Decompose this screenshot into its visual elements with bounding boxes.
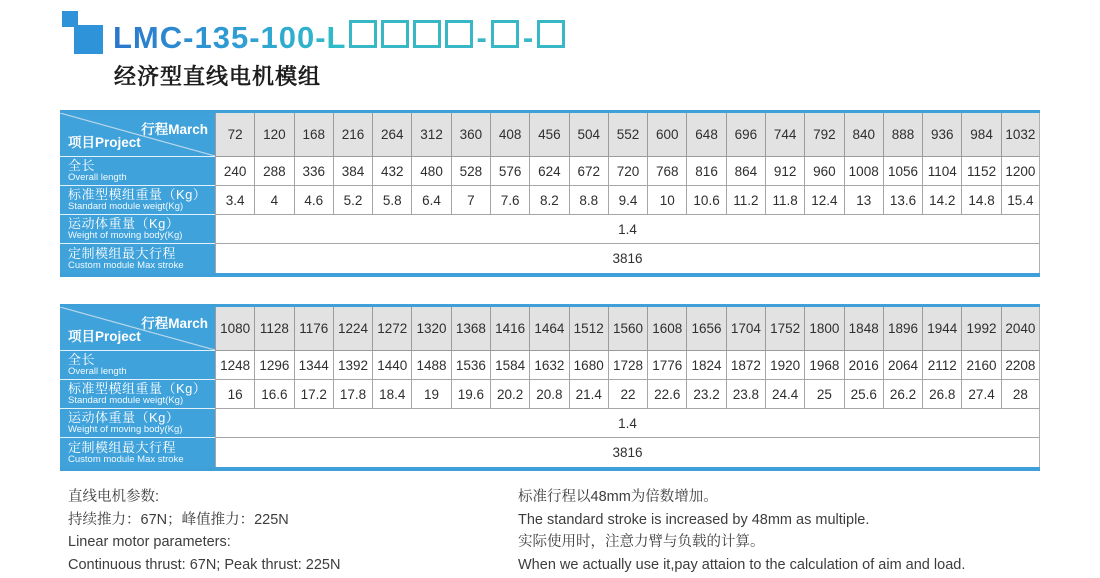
stroke-header-cell: 648 (686, 113, 725, 157)
stroke-header-cell: 744 (765, 113, 804, 157)
row-label-zh: 运动体重量（Kg） (68, 410, 180, 425)
stroke-header-cell: 1032 (1001, 113, 1040, 157)
row-label-zh: 标准型模组重量（Kg） (68, 381, 207, 396)
stroke-header-cell: 216 (333, 113, 372, 157)
overall-length-cell: 240 (215, 157, 254, 186)
stroke-header-cell: 936 (922, 113, 961, 157)
stroke-header-cell: 1656 (686, 307, 725, 351)
overall-length-cell: 1968 (804, 351, 843, 380)
stroke-header-cell: 120 (254, 113, 293, 157)
row-label (60, 409, 215, 438)
stroke-header-cell: 1416 (490, 307, 529, 351)
stroke-header-cell: 168 (294, 113, 333, 157)
module-weight-cell: 8.8 (569, 186, 608, 215)
overall-length-cell: 720 (608, 157, 647, 186)
overall-length-cell: 960 (804, 157, 843, 186)
footer-line: 标准行程以48mm为倍数增加。 (518, 489, 718, 505)
overall-length-cell: 432 (372, 157, 411, 186)
overall-length-cell: 1008 (844, 157, 883, 186)
stroke-header-cell: 1128 (254, 307, 293, 351)
stroke-header-cell: 1848 (844, 307, 883, 351)
stroke-header-cell: 888 (883, 113, 922, 157)
module-weight-cell: 28 (1001, 380, 1040, 409)
row-label-zh: 定制模组最大行程 (68, 439, 177, 455)
corner-project-label: 项目Project (68, 135, 141, 150)
stroke-header-cell: 1560 (608, 307, 647, 351)
model-title (113, 17, 567, 59)
overall-length-cell: 1728 (608, 351, 647, 380)
table-corner-cell (60, 113, 215, 157)
overall-length-cell: 1776 (647, 351, 686, 380)
moving-body-weight-cell: 1.4 (215, 409, 1040, 438)
footer-motor-parameters (68, 486, 340, 576)
row-label-en: Custom module Max stroke (68, 453, 184, 465)
footer-stroke-notes (518, 486, 965, 576)
stroke-header-cell: 456 (529, 113, 568, 157)
stroke-header-cell: 1992 (961, 307, 1000, 351)
stroke-header-cell: 792 (804, 113, 843, 157)
module-weight-cell: 14.8 (961, 186, 1000, 215)
stroke-header-cell: 1800 (804, 307, 843, 351)
module-weight-cell: 4.6 (294, 186, 333, 215)
stroke-header-cell: 1704 (726, 307, 765, 351)
module-weight-cell: 11.2 (726, 186, 765, 215)
corner-stroke-label: 行程March (141, 122, 208, 137)
module-weight-cell: 22.6 (647, 380, 686, 409)
corner-stroke-label: 行程March (141, 316, 208, 331)
module-weight-cell: 4 (254, 186, 293, 215)
row-label-en: Standard module weigt(Kg) (68, 395, 184, 406)
overall-length-cell: 1440 (372, 351, 411, 380)
module-weight-cell: 16.6 (254, 380, 293, 409)
module-weight-cell: 11.8 (765, 186, 804, 215)
overall-length-cell: 2160 (961, 351, 1000, 380)
module-weight-cell: 26.8 (922, 380, 961, 409)
overall-length-cell: 1536 (451, 351, 490, 380)
table-corner-cell (60, 307, 215, 351)
overall-length-cell: 384 (333, 157, 372, 186)
custom-max-stroke-cell: 3816 (215, 438, 1040, 467)
overall-length-cell: 1392 (333, 351, 372, 380)
module-weight-cell: 5.8 (372, 186, 411, 215)
stroke-header-cell: 1896 (883, 307, 922, 351)
stroke-header-cell: 1752 (765, 307, 804, 351)
stroke-header-cell: 1944 (922, 307, 961, 351)
row-label-en: Weight of moving body(Kg) (68, 424, 183, 435)
model-option-box (491, 20, 519, 48)
row-label-en: Custom module Max stroke (68, 259, 184, 271)
module-weight-cell: 26.2 (883, 380, 922, 409)
stroke-header-cell: 1224 (333, 307, 372, 351)
model-dash: - (522, 20, 534, 55)
footer-line: 持续推力：67N；峰值推力：225N (68, 511, 289, 528)
row-label (60, 244, 215, 273)
module-weight-cell: 17.8 (333, 380, 372, 409)
module-weight-cell: 7 (451, 186, 490, 215)
row-label-zh: 定制模组最大行程 (68, 245, 177, 261)
module-weight-cell: 10.6 (686, 186, 725, 215)
overall-length-cell: 768 (647, 157, 686, 186)
stroke-header-cell: 1464 (529, 307, 568, 351)
module-weight-cell: 6.4 (411, 186, 450, 215)
stroke-header-cell: 312 (411, 113, 450, 157)
row-label (60, 438, 215, 467)
row-label-zh: 全长 (68, 158, 96, 173)
row-label (60, 380, 215, 409)
row-label-en: Overall length (68, 172, 127, 183)
module-weight-cell: 14.2 (922, 186, 961, 215)
overall-length-cell: 1680 (569, 351, 608, 380)
stroke-header-cell: 1272 (372, 307, 411, 351)
model-option-box (381, 20, 409, 48)
stroke-header-cell: 840 (844, 113, 883, 157)
module-weight-cell: 23.8 (726, 380, 765, 409)
module-weight-cell: 27.4 (961, 380, 1000, 409)
stroke-header-cell: 1080 (215, 307, 254, 351)
module-weight-cell: 25.6 (844, 380, 883, 409)
overall-length-cell: 480 (411, 157, 450, 186)
overall-length-cell: 336 (294, 157, 333, 186)
module-weight-cell: 13.6 (883, 186, 922, 215)
stroke-header-cell: 1608 (647, 307, 686, 351)
stroke-header-cell: 360 (451, 113, 490, 157)
footer-line: Linear motor parameters: (68, 534, 231, 550)
module-weight-cell: 22 (608, 380, 647, 409)
model-option-box (349, 20, 377, 48)
row-label (60, 215, 215, 244)
stroke-header-cell: 1512 (569, 307, 608, 351)
module-weight-cell: 13 (844, 186, 883, 215)
overall-length-cell: 1632 (529, 351, 568, 380)
row-label-en: Weight of moving body(Kg) (68, 230, 183, 241)
stroke-header-cell: 264 (372, 113, 411, 157)
model-option-box (413, 20, 441, 48)
stroke-header-cell: 72 (215, 113, 254, 157)
module-weight-cell: 25 (804, 380, 843, 409)
overall-length-cell: 2064 (883, 351, 922, 380)
stroke-header-cell: 552 (608, 113, 647, 157)
overall-length-cell: 2016 (844, 351, 883, 380)
overall-length-cell: 816 (686, 157, 725, 186)
stroke-header-cell: 1320 (411, 307, 450, 351)
spec-table-upper (60, 110, 1040, 277)
overall-length-cell: 864 (726, 157, 765, 186)
stroke-header-cell: 600 (647, 113, 686, 157)
footer-line: When we actually use it,pay attaion to the calculation of aim and load. (518, 556, 966, 573)
row-label-en: Standard module weigt(Kg) (68, 201, 184, 212)
footer-line: The standard stroke is increased by 48mm as multiple. (518, 511, 870, 528)
module-weight-cell: 5.2 (333, 186, 372, 215)
row-label-zh: 运动体重量（Kg） (68, 216, 180, 231)
overall-length-cell: 288 (254, 157, 293, 186)
stroke-header-cell: 1176 (294, 307, 333, 351)
spec-table-lower (60, 304, 1040, 471)
model-option-box (445, 20, 473, 48)
module-weight-cell: 19 (411, 380, 450, 409)
row-label-en: Overall length (68, 366, 127, 377)
model-option-boxes (347, 20, 568, 56)
stroke-header-cell: 408 (490, 113, 529, 157)
row-label-zh: 全长 (68, 352, 96, 367)
module-weight-cell: 23.2 (686, 380, 725, 409)
overall-length-cell: 1344 (294, 351, 333, 380)
moving-body-weight-cell: 1.4 (215, 215, 1040, 244)
model-number-text: LMC-135-100-L (113, 20, 347, 55)
module-weight-cell: 20.2 (490, 380, 529, 409)
overall-length-cell: 576 (490, 157, 529, 186)
module-weight-cell: 10 (647, 186, 686, 215)
overall-length-cell: 1248 (215, 351, 254, 380)
overall-length-cell: 1056 (883, 157, 922, 186)
module-weight-cell: 20.8 (529, 380, 568, 409)
page-subtitle: 经济型直线电机模组 (114, 64, 322, 89)
module-weight-cell: 12.4 (804, 186, 843, 215)
overall-length-cell: 1872 (726, 351, 765, 380)
overall-length-cell: 528 (451, 157, 490, 186)
footer-line: Continuous thrust: 67N; Peak thrust: 225N (68, 556, 341, 573)
module-weight-cell: 24.4 (765, 380, 804, 409)
logo-large-square (74, 25, 103, 54)
row-label (60, 186, 215, 215)
stroke-header-cell: 696 (726, 113, 765, 157)
stroke-header-cell: 2040 (1001, 307, 1040, 351)
module-weight-cell: 17.2 (294, 380, 333, 409)
module-weight-cell: 3.4 (215, 186, 254, 215)
module-weight-cell: 9.4 (608, 186, 647, 215)
corner-project-label: 项目Project (68, 329, 141, 344)
overall-length-cell: 2208 (1001, 351, 1040, 380)
footer-line: 实际使用时，注意力臂与负载的计算。 (518, 534, 765, 550)
module-weight-cell: 19.6 (451, 380, 490, 409)
overall-length-cell: 1104 (922, 157, 961, 186)
module-weight-cell: 8.2 (529, 186, 568, 215)
model-dash: - (476, 20, 487, 55)
overall-length-cell: 1584 (490, 351, 529, 380)
module-weight-cell: 7.6 (490, 186, 529, 215)
overall-length-cell: 1488 (411, 351, 450, 380)
module-weight-cell: 18.4 (372, 380, 411, 409)
footer-line: 直线电机参数: (68, 489, 160, 505)
module-weight-cell: 16 (215, 380, 254, 409)
row-label-zh: 标准型模组重量（Kg） (68, 187, 207, 202)
overall-length-cell: 912 (765, 157, 804, 186)
overall-length-cell: 624 (529, 157, 568, 186)
module-weight-cell: 15.4 (1001, 186, 1040, 215)
overall-length-cell: 1920 (765, 351, 804, 380)
overall-length-cell: 1296 (254, 351, 293, 380)
row-label (60, 351, 215, 380)
overall-length-cell: 1200 (1001, 157, 1040, 186)
module-weight-cell: 21.4 (569, 380, 608, 409)
model-option-box (537, 20, 565, 48)
row-label (60, 157, 215, 186)
overall-length-cell: 1824 (686, 351, 725, 380)
stroke-header-cell: 1368 (451, 307, 490, 351)
overall-length-cell: 1152 (961, 157, 1000, 186)
stroke-header-cell: 984 (961, 113, 1000, 157)
overall-length-cell: 2112 (922, 351, 961, 380)
custom-max-stroke-cell: 3816 (215, 244, 1040, 273)
overall-length-cell: 672 (569, 157, 608, 186)
stroke-header-cell: 504 (569, 113, 608, 157)
